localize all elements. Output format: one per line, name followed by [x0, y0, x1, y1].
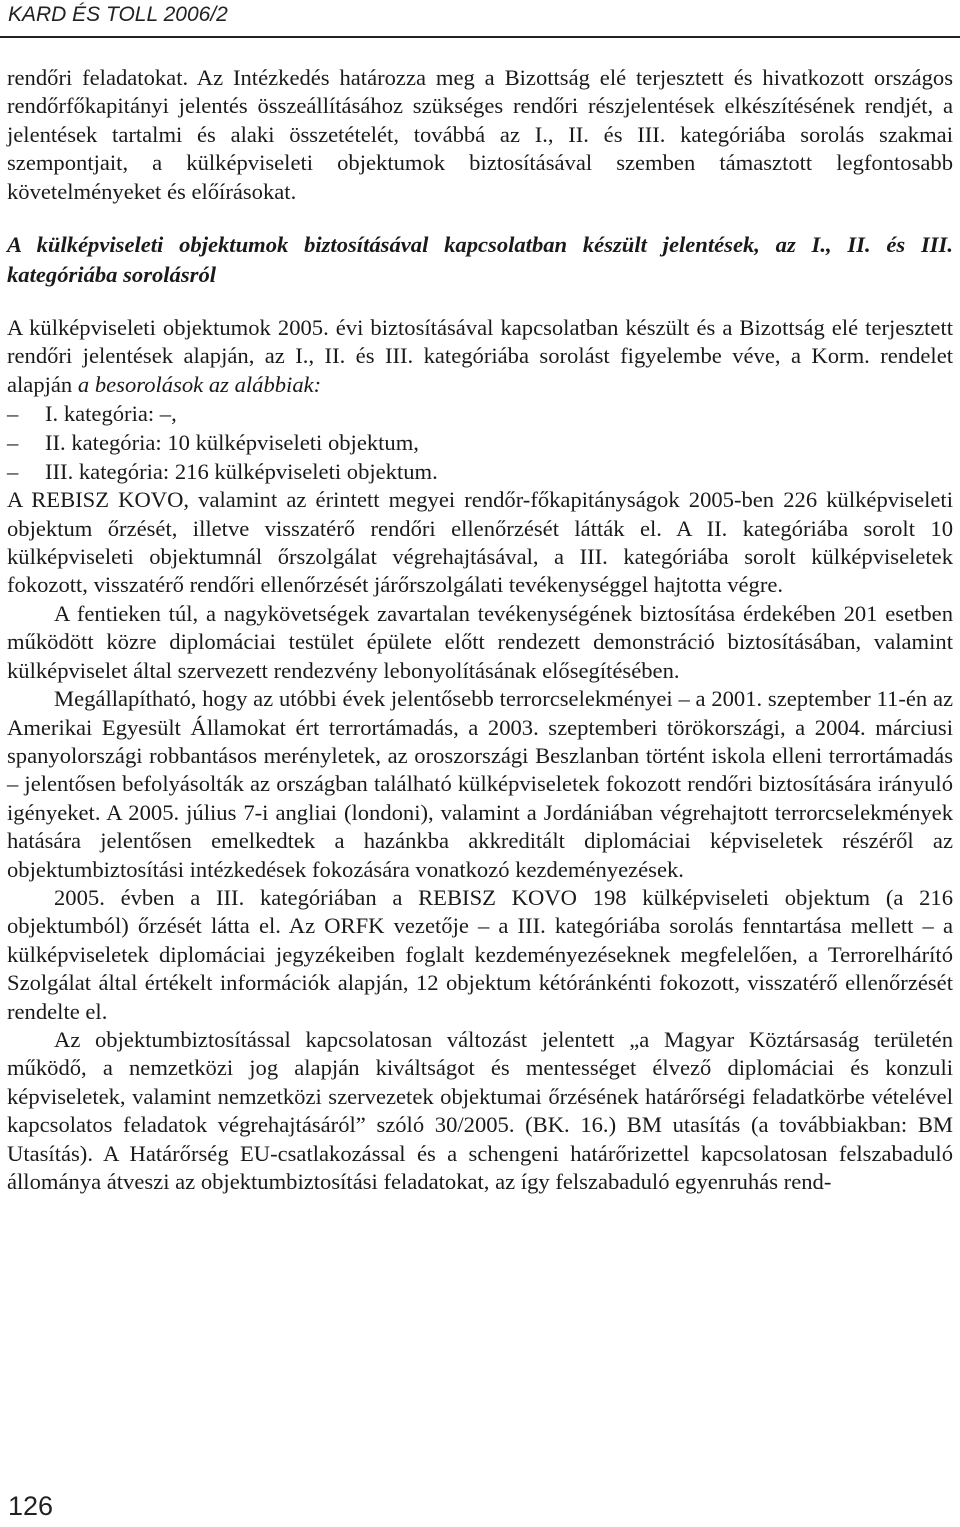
paragraph-6: 2005. évben a III. kategóriában a REBISZ KOVO 198 külképviseleti objektum (a 216 objektumból) őrzését látta el. Az ORFK vezetője – a III. kategóriába sorolás fenntartása mellett – a külképviseletek diplomáciai jegyzékeiben foglalt kezdeményezéseknek megfelelően, a Terrorelhárító Szolgálat által értékelt információk alapján, 12 objektum kétóránkénti fokozott, visszatérő ellenőrzését rendelte el. — [7, 884, 953, 1024]
paragraph-2 — [7, 314, 953, 399]
section-heading: A külképviseleti objektumok biztosításával kapcsolatban készült jelentések, az I., II. és III. kategóriába sorolásról — [7, 232, 953, 288]
paragraph-2-text: A külképviseleti objektumok 2005. évi biztosításával kapcsolatban készült és a Bizottság elé terjesztett rendőri jelentések alapján, az I., II. és III. kategóriába sorolást figyelembe véve, a Korm. rendelet alapján — [7, 315, 953, 397]
article-body — [7, 64, 953, 1196]
paragraph-3: A REBISZ KOVO, valamint az érintett megyei rendőr-főkapitányságok 2005-ben 226 külképviseleti objektum őrzését, illetve visszatérő rendőri ellenőrzését látták el. A II. kategóriába sorolt 10 külképviseleti objektumnál őrszolgálat végrehajtásával, a III. kategóriába sorolt külképviseletek fokozott, visszatérő rendőri ellenőrzését járőrszolgálati tevékenységgel hajtotta végre. — [7, 487, 953, 598]
list-item: – III. kategória: 216 külképviseleti objektum. — [7, 457, 953, 486]
list-item: – I. kategória: –, — [7, 399, 953, 428]
paragraph-5: Megállapítható, hogy az utóbbi évek jelentősebb terrorcselekményei – a 2001. szeptember 11-én az Amerikai Egyesült Államokat ért terrortámadás, a 2003. szeptemberi törökországi, a 2004. márciusi spanyolországi robbantásos merényletek, az oroszországi Beszlanban történt iskola elleni terrortámadás – jelentősen befolyásolták az országban található külképviseletek fokozott rendőri biztosítására irányuló igényeket. A 2005. július 7-i angliai (londoni), valamint a Jordániában végrehajtott terrorcselekmények hatására jelentősen emelkedtek a hazánkba akkreditált diplomáciai képviseletek részéről az objektumbiztosítási intézkedések fokozására vonatkozó kezdeményezések. — [7, 686, 953, 882]
paragraph-4: A fentieken túl, a nagykövetségek zavartalan tevékenységének biztosítása érdekében 201 esetben működött közre diplomáciai testület épülete előtt rendezett demonstráció biztosításában, valamint külképviselet által szervezett rendezvény lebonyolításának elősegítésében. — [7, 600, 953, 683]
header-rule — [0, 36, 960, 38]
paragraph-1: rendőri feladatokat. Az Intézkedés határozza meg a Bizottság elé terjesztett és hivatkozott országos rendőrfőkapitányi jelentés összeállításához szükséges rendőri részjelentések elkészítésének rendjét, a jelentések tartalmi és alaki összetételét, továbbá az I., II. és III. kategóriába sorolás szakmai szempontjait, a külképviseleti objektumok biztosításával szemben támasztott legfontosabb követelményeket és előírásokat. — [7, 65, 953, 204]
running-header: KARD ÉS TOLL 2006/2 — [8, 3, 228, 26]
paragraph-7: Az objektumbiztosítással kapcsolatosan változást jelentett „a Magyar Köztársaság területén működő, a nemzetközi jog alapján kiváltságot és mentességet élvező diplomáciai és konzuli képviseletek, valamint nemzetközi szervezetek objektumai őrzésének határőrségi feladatkörbe vételével kapcsolatos feladatok végrehajtásáról” szóló 30/2005. (BK. 16.) BM utasítás (a továbbiakban: BM Utasítás). A Határőrség EU-csatlakozással és a schengeni határőrizettel kapcsolatosan felszabaduló állománya átveszi az objektumbiztosítási feladatokat, az így felszabaduló egyenruhás rend- — [7, 1026, 953, 1194]
page-number: 126 — [8, 1491, 54, 1521]
paragraph-2-italic: a besorolások az alábbiak: — [77, 371, 322, 397]
category-list — [7, 399, 953, 486]
list-item: – II. kategória: 10 külképviseleti objektum, — [7, 428, 953, 457]
